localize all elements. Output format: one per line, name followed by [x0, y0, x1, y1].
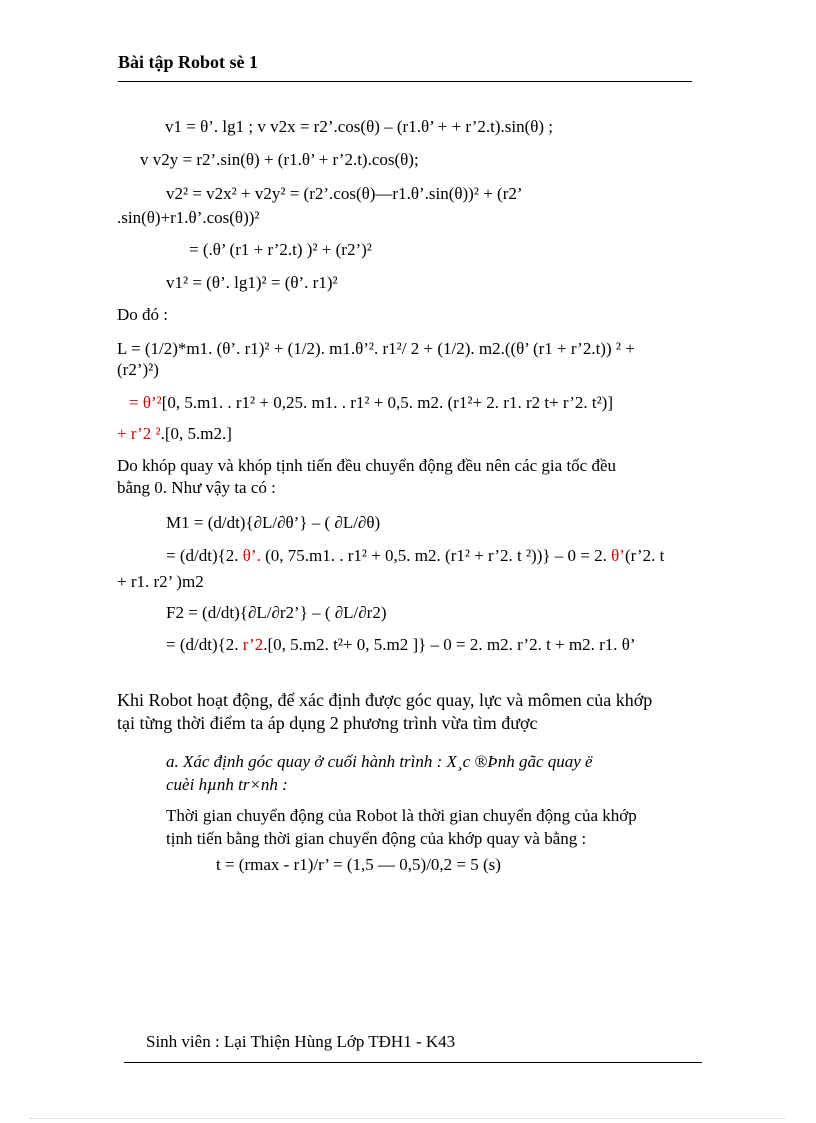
paragraph-2-line-1: Khi Robot hoạt động, để xác định được góc quay, lực và mômen của khớp	[117, 690, 653, 710]
time-paragraph-line-2: tịnh tiến bằng thời gian chuyển động của khớp quay và bằng :	[166, 829, 587, 848]
header-title: Bài tập Robot sè 1	[118, 52, 259, 72]
force-eq-2-red: r’2	[242, 635, 264, 654]
paragraph-1-line-1: Do khóp quay và khóp tịnh tiến đều chuyển động đều nên các gia tốc đều	[117, 456, 617, 475]
moment-equation-1: M1 = (d/dt){∂L/∂θ’} – ( ∂L/∂θ)	[166, 513, 381, 532]
moment-eq-2-red-a: θ’.	[242, 546, 261, 565]
force-equation-1: F2 = (d/dt){∂L/∂r2’} – ( ∂L/∂r2)	[166, 603, 387, 622]
lagrangian-line-2: (r2’)²)	[117, 360, 159, 379]
paragraph-1-line-2: bằng 0. Như vậy ta có :	[117, 478, 276, 497]
r2-dot-squared: + r’2 ²	[117, 424, 161, 443]
lagrangian-line-4-text: .[0, 5.m2.]	[160, 424, 232, 443]
equation-v1-v2x: v1 = θ’. lg1 ; v v2x = r2’.cos(θ) – (r1.θ’ + + r’2.t).sin(θ) ;	[165, 117, 554, 136]
lagrangian-line-1: L = (1/2)*m1. (θ’. r1)² + (1/2). m1.θ’². r1²/ 2 + (1/2). m2.((θ’ (r1 + r’2.t)) ² +	[117, 339, 635, 358]
section-a-heading: a. Xác định góc quay ở cuối hành trình : X¸c ®Þnh gãc quay ë	[166, 752, 593, 771]
moment-equation-3: + r1. r2’ )m2	[117, 572, 204, 591]
equation-v2-simplified: = (.θ’ (r1 + r’2.t) )² + (r2’)²	[189, 240, 372, 259]
equation-v2-squared-cont: .sin(θ)+r1.θ’.cos(θ))²	[117, 208, 260, 227]
lagrangian-line-4	[117, 424, 232, 444]
paragraph-2-line-2: tại từng thời điểm ta áp dụng 2 phương trình vừa tìm được	[117, 713, 538, 733]
equation-v1-squared: v1² = (θ’. lg1)² = (θ’. r1)²	[166, 273, 338, 292]
lagrangian-line-3-text: [0, 5.m1. . r1² + 0,25. m1. . r1² + 0,5. m2. (r1²+ 2. r1. r2 t+ r’2. t²)]	[161, 393, 614, 412]
theta-dot-squared: = θ’²	[129, 393, 162, 412]
time-equation: t = (rmax - r1)/r’ = (1,5 — 0,5)/0,2 = 5 (s)	[216, 855, 501, 874]
moment-eq-2-part-b: (0, 75.m1. . r1² + 0,5. m2. (r1² + r’2. t ²))} – 0 = 2.	[265, 546, 607, 565]
section-a-heading-cont: cuèi hµnh tr×nh :	[166, 775, 288, 794]
force-equation-2	[166, 635, 636, 655]
footer-text: Sinh viên : Lại Thiện Hùng Lớp TĐH1 - K43	[146, 1032, 456, 1051]
equation-v2y: v v2y = r2’.sin(θ) + (r1.θ’ + r’2.t).cos(θ);	[140, 150, 419, 169]
force-eq-2-part-b: .[0, 5.m2. t²+ 0, 5.m2 ]} – 0 = 2. m2. r’2. t + m2. r1. θ’	[263, 635, 636, 654]
do-do-label: Do đó :	[117, 305, 168, 324]
equation-v2-squared: v2² = v2x² + v2y² = (r2’.cos(θ)—r1.θ’.sin(θ))² + (r2’	[166, 184, 523, 203]
moment-eq-2-part-a: = (d/dt){2.	[166, 546, 239, 565]
page-bottom-dotted-line	[30, 1118, 786, 1119]
force-eq-2-part-a: = (d/dt){2.	[166, 635, 239, 654]
footer-rule	[124, 1062, 702, 1063]
header-rule	[118, 81, 692, 82]
moment-equation-2	[166, 546, 664, 566]
moment-eq-2-red-b: θ’	[611, 546, 625, 565]
lagrangian-line-3	[129, 393, 613, 413]
time-paragraph-line-1: Thời gian chuyển động của Robot là thời gian chuyển động của khớp	[166, 806, 637, 825]
moment-eq-2-part-c: (r’2. t	[624, 546, 665, 565]
